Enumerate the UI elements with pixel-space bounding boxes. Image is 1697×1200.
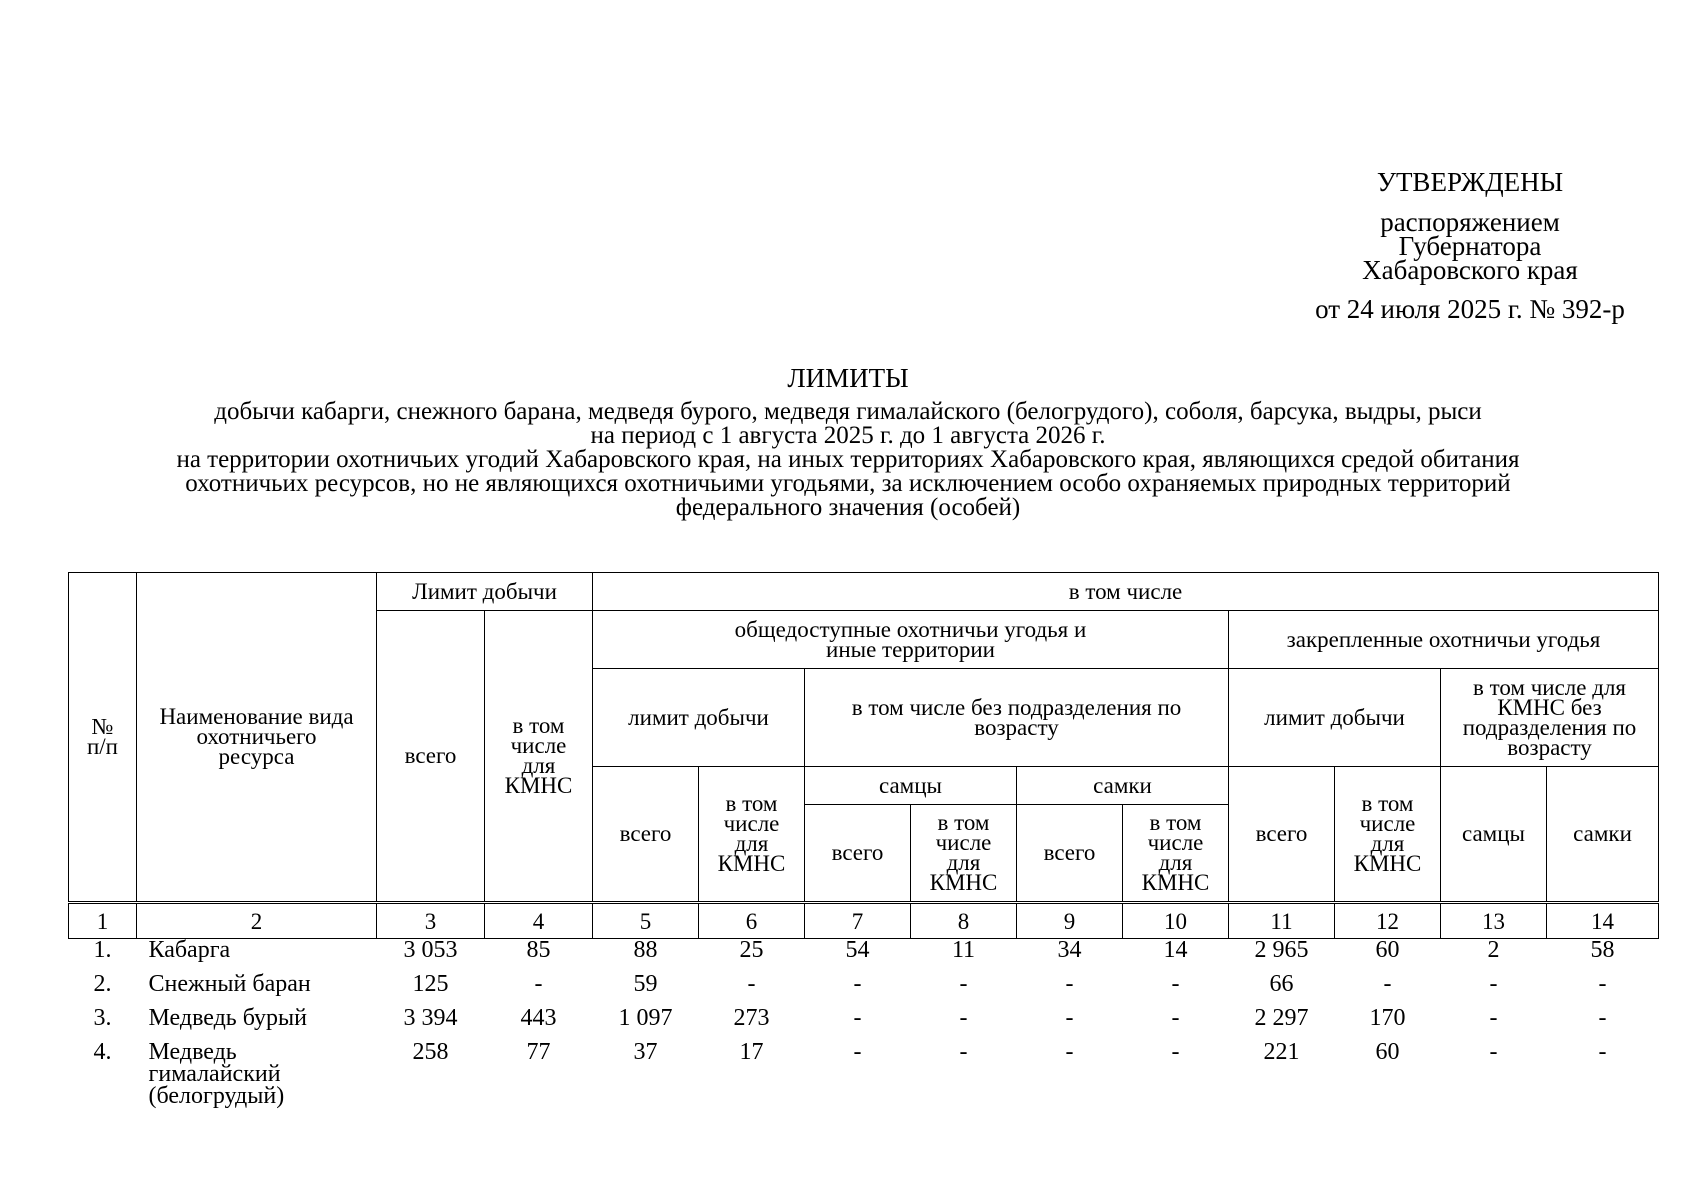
- table-cell: -: [1489, 971, 1498, 997]
- column-number: 7: [805, 903, 911, 939]
- row-number: 4.: [93, 1039, 112, 1065]
- header-public: общедоступные охотничьи угодья и иные территории: [593, 611, 1229, 669]
- table-cell: 258: [412, 1039, 449, 1065]
- header-total: всего: [377, 611, 485, 903]
- table-cell: 60: [1375, 1039, 1400, 1065]
- table-cell: -: [1383, 971, 1392, 997]
- species-name: [137, 1041, 377, 1107]
- header-assigned-limit: лимит добычи: [1229, 669, 1441, 767]
- subtitle-line: на период с 1 августа 2025 г. до 1 августа 2026 г.: [590, 422, 1106, 449]
- table-cell: 2 297: [1254, 1005, 1309, 1031]
- table-row: [69, 973, 1659, 1007]
- column-number: 13: [1441, 903, 1547, 939]
- header-no-age: в том числе без подразделения по возрасту: [805, 669, 1229, 767]
- subtitle-line: добычи кабарги, снежного барана, медведя бурого, медведя гималайского (белогрудого), соболя, барсука, выдры, рыси: [214, 398, 1482, 425]
- species-name: [137, 973, 377, 1007]
- species-name-line: (белогрудый): [148, 1083, 285, 1109]
- header-assigned-males: самцы: [1441, 767, 1547, 903]
- header-limit: Лимит добычи: [377, 573, 593, 611]
- table-row: [69, 1041, 1659, 1107]
- table-cell: 66: [1269, 971, 1294, 997]
- table-cell: 2: [1487, 937, 1500, 963]
- table-cell: -: [959, 971, 968, 997]
- table-cell: 85: [526, 937, 551, 963]
- column-number-row: [69, 903, 1659, 939]
- table-cell: -: [853, 1005, 862, 1031]
- header-males: самцы: [805, 767, 1017, 805]
- table-cell: 125: [412, 971, 449, 997]
- header-public-total: всего: [593, 767, 699, 903]
- species-name: [137, 939, 377, 974]
- approval-line: Губернатора: [1398, 231, 1542, 261]
- row-number: 3.: [93, 1005, 112, 1031]
- approval-date: от 24 июля 2025 г. № 392-р: [1315, 294, 1625, 324]
- table-cell: -: [853, 971, 862, 997]
- table-row: [69, 939, 1659, 974]
- limits-table: [68, 572, 1659, 1107]
- table-row: [69, 1007, 1659, 1041]
- species-name-line: Снежный баран: [148, 971, 311, 997]
- table-cell: -: [747, 971, 756, 997]
- subtitle-line: охотничьих ресурсов, но не являющихся охотничьими угодьями, за исключением особо охраняемых природных территорий: [185, 470, 1511, 497]
- approval-body: [1250, 207, 1690, 285]
- table-cell: -: [1171, 1005, 1180, 1031]
- table-cell: -: [1598, 971, 1607, 997]
- approval-heading: УТВЕРЖДЕНЫ: [1376, 167, 1564, 197]
- table-cell: -: [1065, 1039, 1074, 1065]
- header-females: самки: [1017, 767, 1229, 805]
- column-number: 6: [699, 903, 805, 939]
- column-number: 11: [1229, 903, 1335, 939]
- subtitle: [68, 400, 1628, 520]
- header-females-kmns: в том числе для КМНС: [1123, 805, 1229, 903]
- table-cell: 14: [1163, 937, 1188, 963]
- table-cell: 17: [739, 1039, 764, 1065]
- approval-line: Хабаровского края: [1362, 255, 1578, 285]
- table-cell: 54: [845, 937, 870, 963]
- header-assigned: закрепленные охотничьи угодья: [1229, 611, 1659, 669]
- table-cell: 273: [733, 1005, 770, 1031]
- table-cell: -: [1598, 1039, 1607, 1065]
- approval-stamp: [1250, 166, 1690, 324]
- table-cell: -: [1489, 1039, 1498, 1065]
- table-cell: 59: [633, 971, 658, 997]
- table-cell: 11: [951, 937, 976, 963]
- column-number: 10: [1123, 903, 1229, 939]
- table-cell: -: [1598, 1005, 1607, 1031]
- column-number: 12: [1335, 903, 1441, 939]
- table-cell: 221: [1263, 1039, 1300, 1065]
- main-title: ЛИМИТЫ: [787, 363, 909, 393]
- table-cell: 88: [633, 937, 658, 963]
- header-males-kmns: в том числе для КМНС: [911, 805, 1017, 903]
- column-number: 4: [485, 903, 593, 939]
- column-number: 8: [911, 903, 1017, 939]
- species-name-line: Кабарга: [148, 937, 231, 963]
- table-cell: -: [534, 971, 543, 997]
- column-number: 14: [1547, 903, 1659, 939]
- table-cell: -: [1065, 971, 1074, 997]
- table-cell: 1 097: [618, 1005, 673, 1031]
- table-cell: -: [959, 1005, 968, 1031]
- table-cell: 60: [1375, 937, 1400, 963]
- table-cell: 443: [520, 1005, 557, 1031]
- column-number: 1: [69, 903, 137, 939]
- table-body: [69, 939, 1659, 1108]
- header-public-kmns: в том числе для КМНС: [699, 767, 805, 903]
- table-cell: -: [959, 1039, 968, 1065]
- table-cell: -: [1065, 1005, 1074, 1031]
- table-cell: 25: [739, 937, 764, 963]
- column-number: 2: [137, 903, 377, 939]
- table-cell: 37: [633, 1039, 658, 1065]
- column-number: 9: [1017, 903, 1123, 939]
- header-public-limit: лимит добычи: [593, 669, 805, 767]
- table-cell: 2 965: [1254, 937, 1309, 963]
- species-name: [137, 1007, 377, 1041]
- header-kmns: в том числе для КМНС: [485, 611, 593, 903]
- subtitle-line: федерального значения (особей): [675, 494, 1021, 521]
- header-assigned-total: всего: [1229, 767, 1335, 903]
- table-cell: 3 394: [403, 1005, 458, 1031]
- table-cell: -: [1489, 1005, 1498, 1031]
- table-cell: 77: [526, 1039, 551, 1065]
- document-title: [68, 362, 1628, 520]
- header-name: Наименование вида охотничьего ресурса: [137, 573, 377, 903]
- header-assigned-females: самки: [1547, 767, 1659, 903]
- table-cell: 3 053: [403, 937, 458, 963]
- table-cell: -: [1171, 971, 1180, 997]
- species-name-line: гималайский: [148, 1061, 281, 1087]
- species-name-line: Медведь: [148, 1039, 237, 1065]
- table-cell: 170: [1369, 1005, 1406, 1031]
- header-males-total: всего: [805, 805, 911, 903]
- table-cell: -: [1171, 1039, 1180, 1065]
- column-number: 5: [593, 903, 699, 939]
- table-cell: -: [853, 1039, 862, 1065]
- row-number: 2.: [93, 971, 112, 997]
- header-females-total: всего: [1017, 805, 1123, 903]
- approval-line: распоряжением: [1380, 207, 1560, 237]
- column-number: 3: [377, 903, 485, 939]
- subtitle-line: на территории охотничьих угодий Хабаровского края, на иных территориях Хабаровского края, являющихся средой обитания: [176, 446, 1520, 473]
- header-including: в том числе: [593, 573, 1659, 611]
- table-cell: 58: [1590, 937, 1615, 963]
- header-assigned-kmns: в том числе для КМНС: [1335, 767, 1441, 903]
- header-num: № п/п: [69, 573, 137, 903]
- header-kmns-no-age: в том числе для КМНС без подразделения по возрасту: [1441, 669, 1659, 767]
- table-cell: 34: [1057, 937, 1082, 963]
- row-number: 1.: [93, 937, 112, 963]
- species-name-line: Медведь бурый: [148, 1005, 308, 1031]
